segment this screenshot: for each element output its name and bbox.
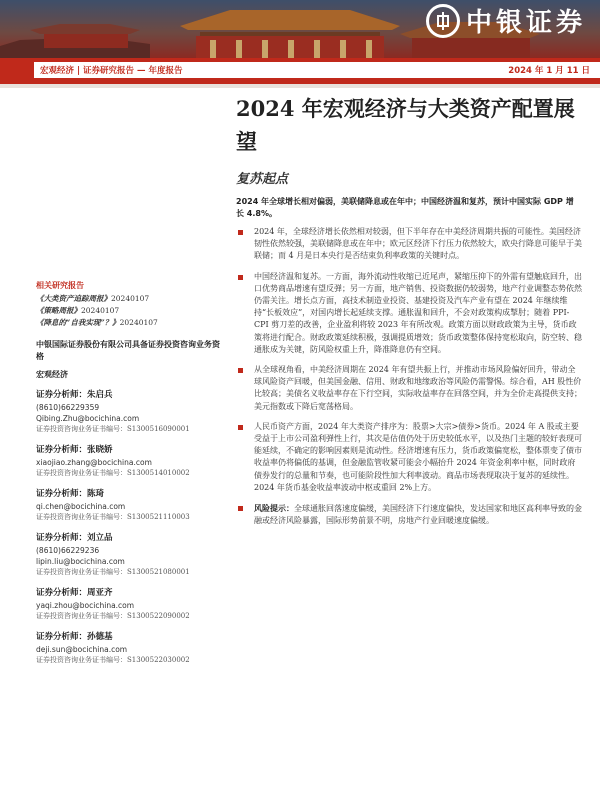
analyst-card [36, 588, 226, 622]
analyst-email[interactable]: lipin.liu@bocichina.com [36, 557, 125, 566]
bullet-square-icon [238, 506, 243, 511]
analyst-email[interactable]: xiaojiao.zhang@bocichina.com [36, 458, 152, 467]
analyst-cert: 证券投资咨询业务证书编号：S1300521110003 [36, 513, 190, 521]
related-report[interactable]: 《大类资产追踪周报》20240107 [36, 294, 150, 303]
analyst-phone: (8610)66229236 [36, 546, 100, 555]
sidebar [36, 280, 226, 666]
analyst-card [36, 445, 226, 479]
analyst-phone: (8610)66229359 [36, 403, 100, 412]
analyst-cert: 证券投资咨询业务证书编号：S1300514010002 [36, 469, 190, 477]
related-report[interactable]: 《降息的“自我实现”？》20240107 [36, 318, 158, 327]
paragraph-text: 中国经济温和复苏。一方面，海外流动性收缩已近尾声，紧缩压抑下的外需有望触底回升，出口优势商品增速有望反弹；另一方面，地产销售、投资数据仍较弱势，地产行业调整态势依然仍需关注。增长点方面，高技术制造业投资、基建投资及汽车产业有望在 2024 年继续维持“长板效应”，对国内增长起延续支撑。通胀温和回升，不会对政策构成掣肘；随着 PPI-CPI 剪刀差的改善，企业盈利将较 2023 年有所改观。政策方面以财政政策为主导，货币政策将进行配合。财政政策延续积极，强调提质增效；货币政策整体保持宽松取向，防空转、稳通胀成为关键，防风险权重上升，降准降息仍有空间。 [254, 271, 582, 354]
boc-logo-icon [426, 4, 460, 38]
body-paragraph [236, 271, 583, 356]
analyst-name: 证券分析师：孙德基 [36, 632, 113, 642]
analyst-email[interactable]: qi.chen@bocichina.com [36, 502, 126, 511]
analyst-email[interactable]: Qibing.Zhu@bocichina.com [36, 414, 140, 423]
analyst-cert: 证券投资咨询业务证书编号：S1300522090002 [36, 612, 190, 620]
paragraph-text: 人民币资产方面，2024 年大类资产排序为：股票>大宗>债券>货币。2024 年 A 股或主要受益于上市公司盈利弹性上行，其次是估值仍处于历史较低水平，以及热门主题的较好表现可能延续，不确定的影响因素则是流动性。经济增速有压力，货币政策偏宽松，整体票变了债市收益率仍将偏低的基调，但金融监管收紧可能会小幅抬升 2024 年资金利率中枢，同时政府债券发行的总量和节奏，也可能阶段性加大利率波动。商品市场表现取决于复苏的延续性。2024 年货币基金收益率波动中枢或重回 2%上方。 [254, 421, 582, 492]
analyst-name: 证券分析师：陈琦 [36, 489, 105, 499]
analyst-card [36, 533, 226, 578]
analyst-card [36, 632, 226, 666]
body-paragraph [236, 226, 583, 263]
brand-name: 中银证券 [465, 8, 586, 38]
page-subtitle: 复苏起点 [236, 172, 289, 187]
analyst-name: 证券分析师：张晓娇 [36, 445, 113, 455]
analyst-name: 证券分析师：刘立品 [36, 533, 113, 543]
header-banner [0, 0, 600, 58]
bullet-square-icon [238, 230, 243, 235]
sector-label: 宏观经济 [36, 370, 68, 379]
analyst-cert: 证券投资咨询业务证书编号：S1300516090001 [36, 425, 190, 433]
bullet-square-icon [238, 425, 243, 430]
analyst-name: 证券分析师：朱启兵 [36, 390, 113, 400]
company-qualification: 中银国际证券股份有限公司具备证券投资咨询业务资格 [36, 340, 220, 361]
related-reports-heading: 相关研究报告 [36, 281, 84, 290]
header-info-bar [34, 62, 600, 78]
page-title: 2024 年宏观经济与大类资产配置展望 [236, 96, 575, 154]
paragraph-text: 全球通胀回落速度偏缓，美国经济下行速度偏快，发达国家和地区高利率导致的金融或经济风险暴露，国际形势前景不明，房地产行业回暖速度偏缓。 [254, 504, 582, 526]
report-date: 2024 年 1 月 11 日 [508, 66, 590, 76]
analyst-card [36, 390, 226, 435]
analyst-email[interactable]: yaqi.zhou@bocichina.com [36, 601, 135, 610]
analyst-card [36, 489, 226, 523]
analyst-email[interactable]: deji.sun@bocichina.com [36, 645, 128, 654]
related-report[interactable]: 《策略周报》20240107 [36, 306, 120, 315]
report-summary: 2024 年全球增长相对偏弱，美联储降息或在年中；中国经济温和复苏，预计中国实际 GDP 增长 4.8%。 [236, 197, 574, 218]
paragraph-text: 从全球视角看，中美经济周期在 2024 年有望共振上行，并推动市场风险偏好回升，带动全球风险资产回暖，但美国金融、信用、财政和地缘政治等风险仍需警惕。综合看，AH 股性价比较高；美债名义收益率存在下行空间，实际收益率存在回落空间，并为全价走高提供支持；美元指数或下降后宽荡格局。 [254, 365, 582, 411]
analyst-name: 证券分析师：周亚齐 [36, 588, 113, 598]
brand-logo [426, 2, 586, 39]
risk-paragraph [236, 502, 583, 527]
bullet-square-icon [238, 368, 243, 373]
bullet-square-icon [238, 275, 243, 280]
divider [0, 84, 600, 88]
body-paragraph [236, 421, 583, 494]
paragraph-text: 2024 年，全球经济增长依然相对较弱，但下半年存在中美经济周期共振的可能性。美国经济韧性依然较强，美联储降息或在年中；欧元区经济下行压力依然较大，欧央行降息可能早于美联储；而 4 月是日本央行是否结束负利率政策的关键时点。 [254, 227, 582, 261]
breadcrumb: 宏观经济 | 证券研究报告 — 年度报告 [40, 66, 183, 76]
analyst-cert: 证券投资咨询业务证书编号：S1300521080001 [36, 568, 190, 576]
risk-label: 风险提示： [254, 503, 294, 514]
body-paragraph [236, 364, 583, 413]
analyst-cert: 证券投资咨询业务证书编号：S1300522030002 [36, 656, 190, 664]
report-body [236, 226, 583, 535]
